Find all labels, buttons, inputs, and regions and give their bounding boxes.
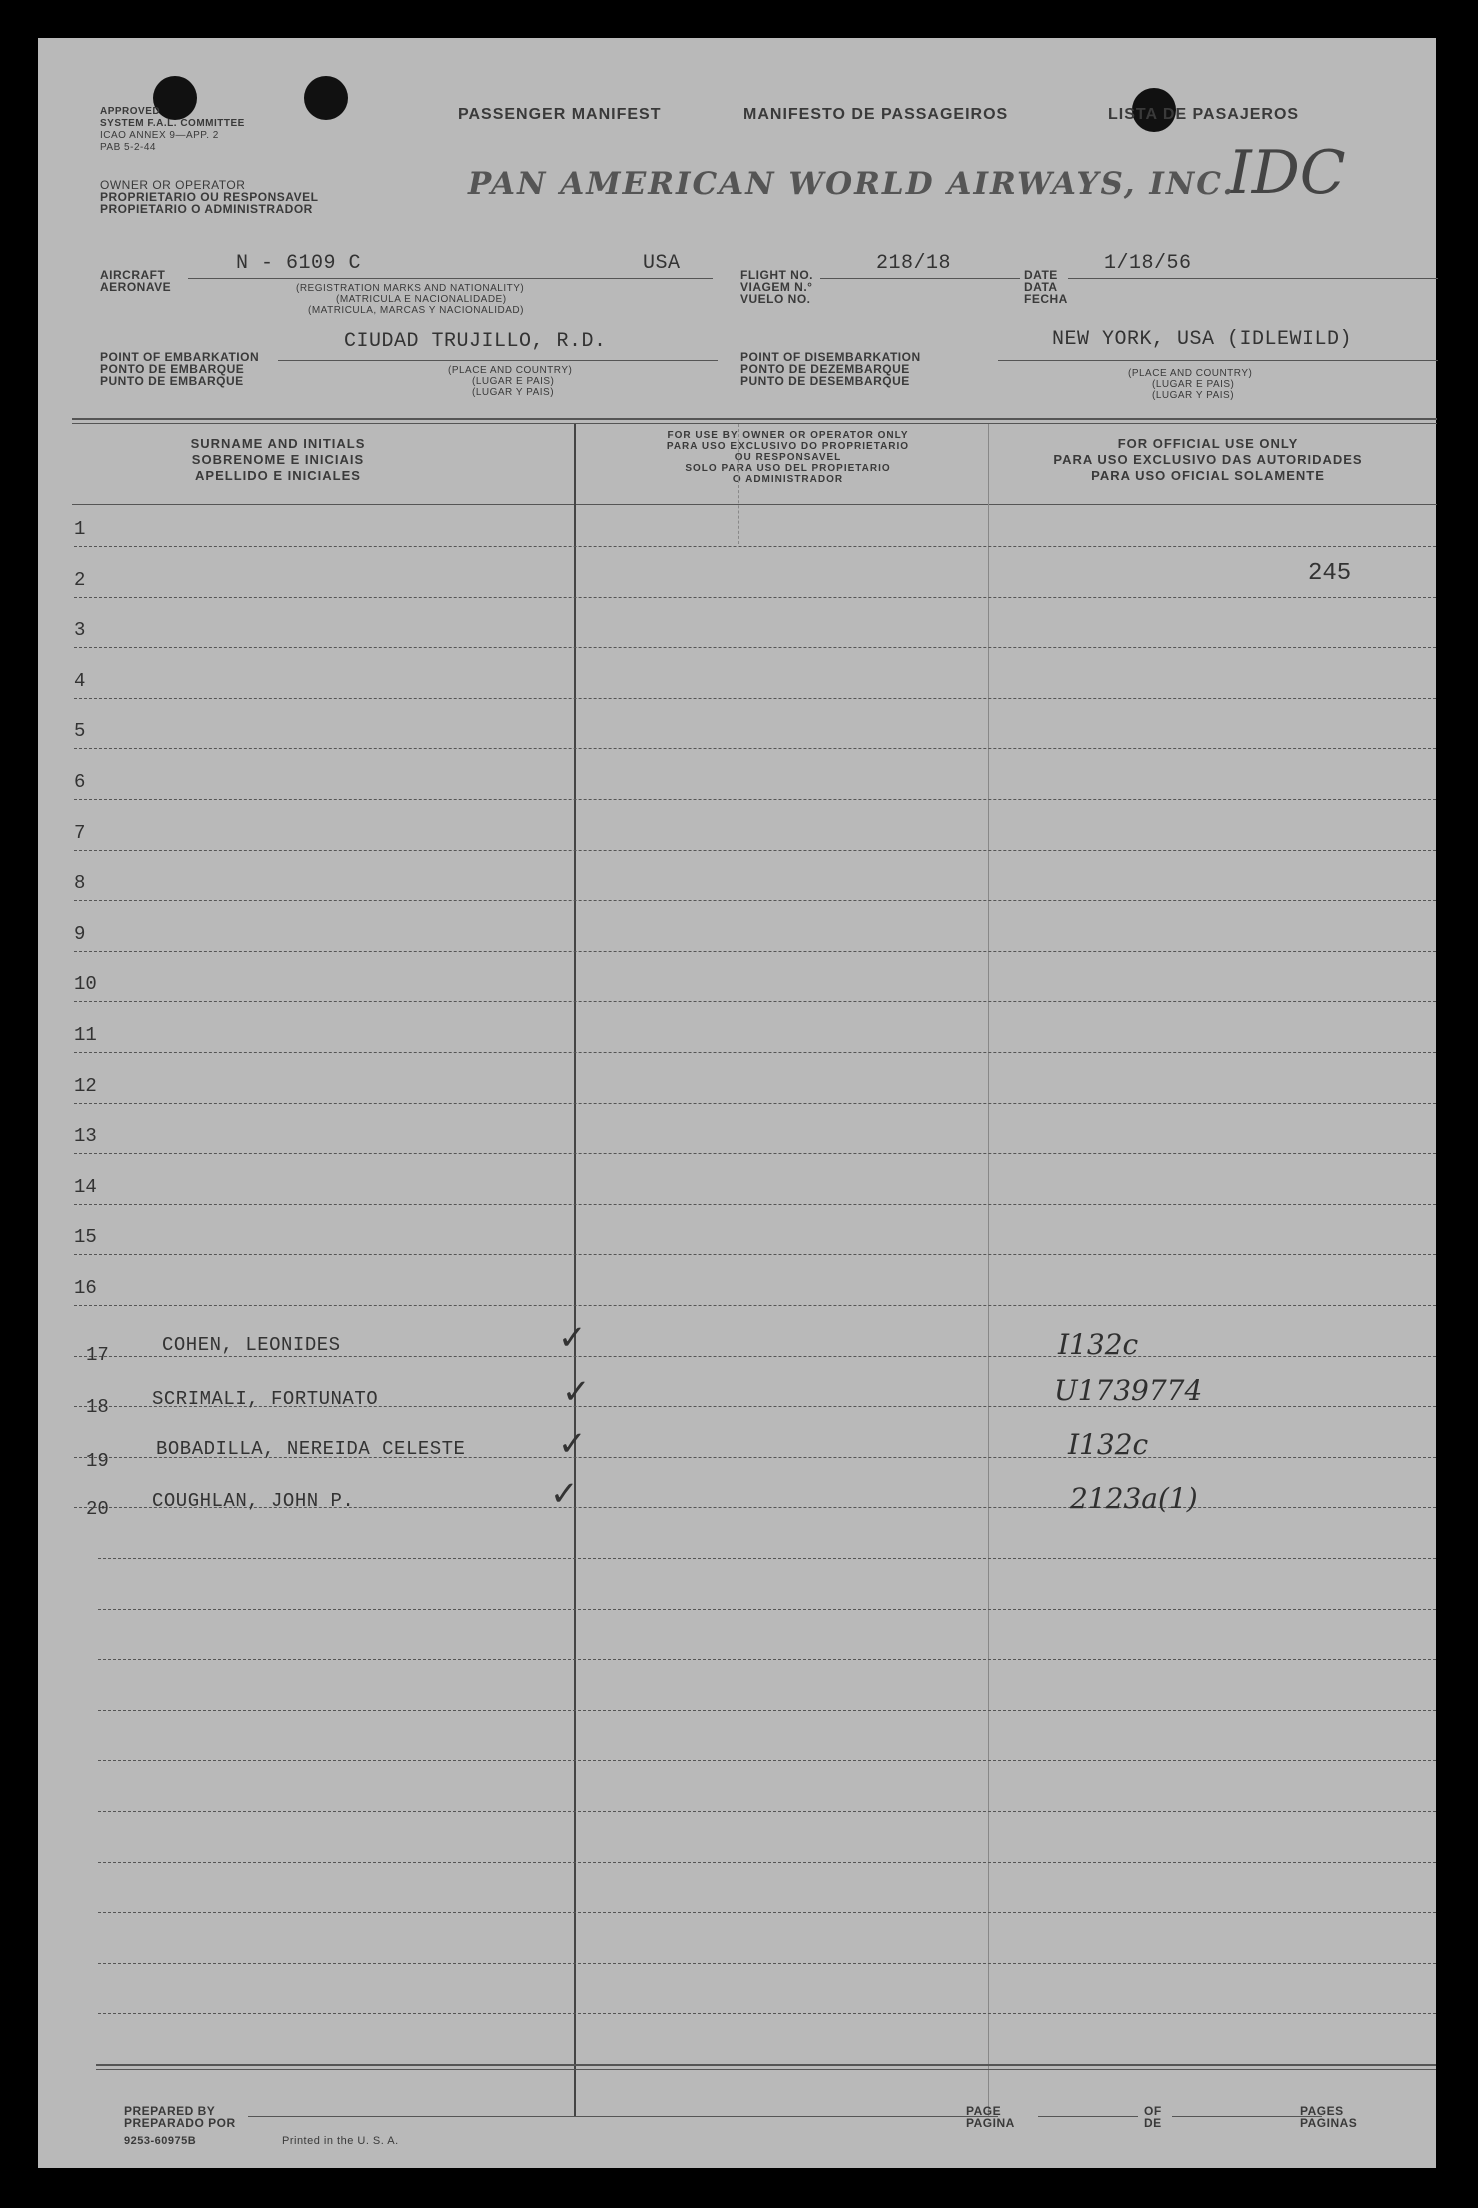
aircraft-label: AERONAVE bbox=[100, 280, 172, 294]
header-line: PARA USO EXCLUSIVO DAS AUTORIDADES bbox=[1053, 452, 1363, 467]
disembark-label: POINT OF DISEMBARKATION bbox=[740, 350, 921, 364]
row-line bbox=[98, 1811, 1436, 1812]
header-line: SOBRENOME E INICIAIS bbox=[191, 452, 365, 467]
row-number: 5 bbox=[74, 720, 86, 742]
row-line bbox=[98, 2013, 1436, 2014]
aircraft-label: AIRCRAFT bbox=[100, 268, 166, 282]
flight-label: VIAGEM N.° bbox=[740, 280, 813, 294]
header-line: OU RESPONSAVEL bbox=[734, 452, 842, 463]
header-line: PARA USO EXCLUSIVO DO PROPRIETARIO bbox=[666, 441, 910, 452]
header-line: SOLO PARA USO DEL PROPIETARIO bbox=[685, 463, 891, 474]
row-line bbox=[74, 1254, 1436, 1255]
header-line: FOR USE BY OWNER OR OPERATOR ONLY bbox=[667, 430, 909, 441]
owner-label: PROPIETARIO O ADMINISTRADOR bbox=[100, 202, 313, 216]
owner-label: PROPRIETARIO OU RESPONSAVEL bbox=[100, 190, 319, 204]
place-label: (LUGAR Y PAIS) bbox=[1152, 390, 1235, 401]
check-mark: ✓ bbox=[550, 1475, 579, 1513]
row-number: 13 bbox=[74, 1125, 97, 1147]
row-number: 10 bbox=[74, 973, 97, 995]
row-line bbox=[74, 900, 1436, 901]
row-number: 8 bbox=[74, 872, 86, 894]
operator-name: PAN AMERICAN WORLD AIRWAYS, INC. bbox=[468, 166, 1236, 202]
pages-label: PAGINAS bbox=[1300, 2116, 1358, 2130]
place-label: (PLACE AND COUNTRY) bbox=[448, 365, 573, 376]
row-line bbox=[98, 1912, 1436, 1913]
row-line bbox=[74, 647, 1436, 648]
official-note: I132c bbox=[1068, 1428, 1149, 1461]
row-line bbox=[74, 951, 1436, 952]
row-line bbox=[74, 698, 1436, 699]
embark-point: CIUDAD TRUJILLO, R.D. bbox=[344, 330, 607, 353]
row-line bbox=[98, 1710, 1436, 1711]
header-line: PARA USO OFICIAL SOLAMENTE bbox=[1091, 468, 1325, 483]
row-line bbox=[98, 1609, 1436, 1610]
page-label: PAGE bbox=[966, 2104, 1002, 2118]
row-line bbox=[74, 597, 1436, 598]
flight-label: VUELO NO. bbox=[740, 292, 811, 306]
row-number: 16 bbox=[74, 1277, 97, 1299]
passenger-name: COHEN, LEONIDES bbox=[162, 1334, 341, 1356]
embark-label: POINT OF EMBARKATION bbox=[100, 350, 260, 364]
row-number: 7 bbox=[74, 822, 86, 844]
row-line bbox=[74, 850, 1436, 851]
check-mark: ✓ bbox=[562, 1373, 591, 1411]
row-number: 17 bbox=[86, 1344, 109, 1366]
row-number: 18 bbox=[86, 1396, 109, 1418]
manifest-sheet bbox=[38, 38, 1436, 2168]
form-title-es: LISTA DE PASAJEROS bbox=[1108, 106, 1300, 123]
row-line bbox=[74, 1204, 1436, 1205]
row-number: 19 bbox=[86, 1450, 109, 1472]
row-number: 3 bbox=[74, 619, 86, 641]
disembark-label: PONTO DE DEZEMBARQUE bbox=[740, 362, 910, 376]
form-title-en: PASSENGER MANIFEST bbox=[458, 106, 662, 123]
col-header-official bbox=[998, 436, 1418, 484]
handwritten-initials: IDC bbox=[1228, 138, 1346, 208]
col-header-surname bbox=[148, 436, 408, 484]
flight-label: FLIGHT NO. bbox=[740, 268, 813, 282]
col-header-operator bbox=[628, 430, 948, 485]
row-number: 20 bbox=[86, 1498, 109, 1520]
row-line bbox=[74, 546, 1436, 547]
row-line bbox=[74, 1001, 1436, 1002]
row-number: 12 bbox=[74, 1075, 97, 1097]
row-number: 4 bbox=[74, 670, 86, 692]
header-line: O ADMINISTRADOR bbox=[732, 474, 844, 485]
approval-line: PAB 5-2-44 bbox=[100, 142, 156, 153]
header-line: FOR OFFICIAL USE ONLY bbox=[1117, 436, 1299, 451]
disembark-label: PUNTO DE DESEMBARQUE bbox=[740, 374, 910, 388]
page-label: PAGINA bbox=[966, 2116, 1015, 2130]
row-line bbox=[74, 748, 1436, 749]
approval-line: SYSTEM F.A.L. COMMITTEE bbox=[100, 118, 245, 129]
place-label: (LUGAR E PAIS) bbox=[472, 376, 555, 387]
row-number: 15 bbox=[74, 1226, 97, 1248]
row-line bbox=[98, 1862, 1436, 1863]
embark-label: PUNTO DE EMBARQUE bbox=[100, 374, 244, 388]
registration-label: (MATRICULA, MARCAS Y NACIONALIDAD) bbox=[308, 305, 524, 316]
row-line bbox=[74, 799, 1436, 800]
flight-number: 218/18 bbox=[876, 252, 952, 275]
check-mark: ✓ bbox=[558, 1319, 587, 1357]
row-line bbox=[98, 1558, 1436, 1559]
registration-label: (MATRICULA E NACIONALIDADE) bbox=[336, 294, 507, 305]
official-stamp-number: 245 bbox=[1308, 560, 1352, 587]
punch-hole-center bbox=[304, 76, 348, 120]
row-number: 2 bbox=[74, 569, 86, 591]
date-label: DATA bbox=[1024, 280, 1058, 294]
row-number: 9 bbox=[74, 923, 86, 945]
disembark-point: NEW YORK, USA (IDLEWILD) bbox=[1052, 328, 1353, 351]
row-number: 11 bbox=[74, 1024, 97, 1046]
prepared-label: PREPARADO POR bbox=[124, 2116, 236, 2130]
printed-label: Printed in the U. S. A. bbox=[282, 2135, 399, 2147]
row-line bbox=[98, 1760, 1436, 1761]
date-label: DATE bbox=[1024, 268, 1058, 282]
place-label: (LUGAR E PAIS) bbox=[1152, 379, 1235, 390]
row-number: 6 bbox=[74, 771, 86, 793]
check-mark: ✓ bbox=[558, 1425, 587, 1463]
passenger-name: SCRIMALI, FORTUNATO bbox=[152, 1388, 379, 1410]
approval-line: ICAO ANNEX 9—APP. 2 bbox=[100, 130, 219, 141]
official-note: U1739774 bbox=[1054, 1374, 1203, 1407]
of-label: DE bbox=[1144, 2116, 1162, 2130]
row-line bbox=[74, 1356, 1436, 1357]
date-label: FECHA bbox=[1024, 292, 1068, 306]
row-line bbox=[74, 1103, 1436, 1104]
pages-label: PAGES bbox=[1300, 2104, 1344, 2118]
passenger-name: COUGHLAN, JOHN P. bbox=[152, 1490, 355, 1512]
prepared-label: PREPARED BY bbox=[124, 2104, 216, 2118]
approval-line: APPROVED bbox=[100, 106, 161, 117]
row-line bbox=[98, 1659, 1436, 1660]
row-number: 1 bbox=[74, 518, 86, 540]
form-number: 9253-60975B bbox=[124, 2135, 197, 2147]
header-line: APELLIDO E INICIALES bbox=[195, 468, 361, 483]
of-label: OF bbox=[1144, 2104, 1162, 2118]
place-label: (LUGAR Y PAIS) bbox=[472, 387, 555, 398]
row-line bbox=[98, 1963, 1436, 1964]
embark-label: PONTO DE EMBARQUE bbox=[100, 362, 245, 376]
official-note: 2123a(1) bbox=[1070, 1482, 1198, 1515]
form-title-pt: MANIFESTO DE PASSAGEIROS bbox=[743, 106, 1009, 123]
row-line bbox=[74, 1052, 1436, 1053]
place-label: (PLACE AND COUNTRY) bbox=[1128, 368, 1253, 379]
passenger-name: BOBADILLA, NEREIDA CELESTE bbox=[156, 1438, 466, 1460]
registration-label: (REGISTRATION MARKS AND NATIONALITY) bbox=[296, 283, 525, 294]
row-line bbox=[74, 1305, 1436, 1306]
owner-label: OWNER OR OPERATOR bbox=[100, 178, 246, 192]
aircraft-registration: N - 6109 C bbox=[236, 252, 362, 275]
row-number: 14 bbox=[74, 1176, 97, 1198]
header-line: SURNAME AND INITIALS bbox=[190, 436, 366, 451]
official-note: I132c bbox=[1058, 1328, 1139, 1361]
row-line bbox=[74, 1153, 1436, 1154]
flight-date: 1/18/56 bbox=[1104, 252, 1192, 275]
aircraft-nationality: USA bbox=[643, 252, 681, 275]
